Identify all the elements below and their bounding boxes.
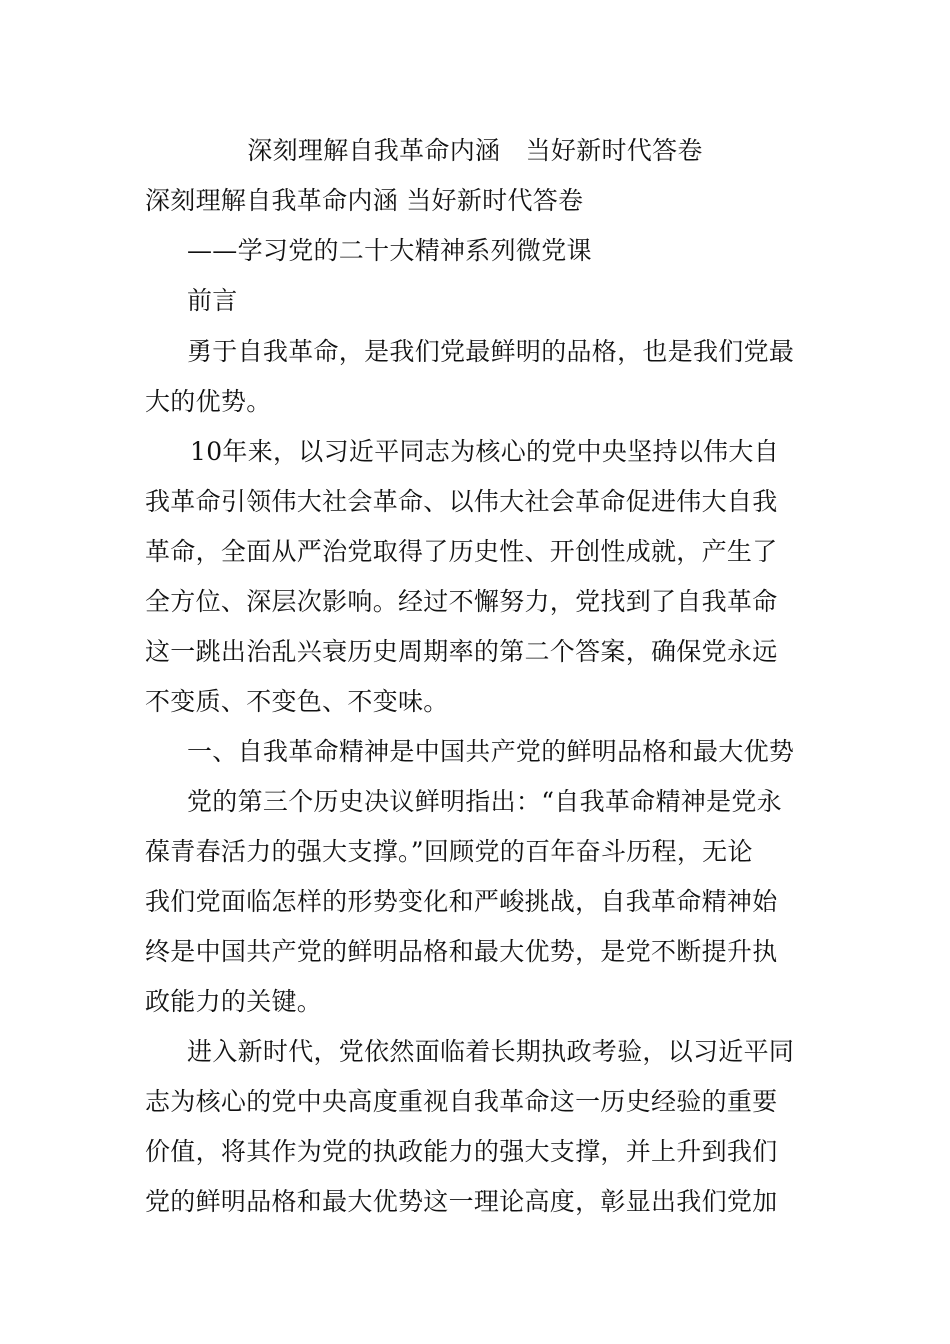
paragraph-line: 党的鲜明品格和最大优势这一理论高度，彰显出我们党加: [145, 1187, 778, 1216]
section-heading-foreword: 前言: [187, 286, 238, 315]
paragraph-line: 志为核心的党中央高度重视自我革命这一历史经验的重要: [145, 1087, 778, 1116]
paragraph-line: 革命，全面从严治党取得了历史性、开创性成就，产生了: [145, 537, 778, 566]
paragraph-line: 党的第三个历史决议鲜明指出：“自我革命精神是党永: [187, 787, 782, 816]
paragraph-line: 这一跳出治乱兴衰历史周期率的第二个答案，确保党永远: [145, 637, 778, 666]
paragraph-line: 10年来，以习近平同志为核心的党中央坚持以伟大自: [190, 437, 780, 466]
paragraph-line: 葆青春活力的强大支撑。”回顾党的百年奋斗历程，无论: [145, 837, 753, 866]
subtitle-line: 深刻理解自我革命内涵 当好新时代答卷: [145, 186, 584, 215]
paragraph-line: 勇于自我革命，是我们党最鲜明的品格，也是我们党最: [187, 337, 795, 366]
paragraph-line: 价值，将其作为党的执政能力的强大支撑，并上升到我们: [145, 1137, 778, 1166]
paragraph-line: 我们党面临怎样的形势变化和严峻挑战，自我革命精神始: [145, 887, 778, 916]
section-heading-1: 一、自我革命精神是中国共产党的鲜明品格和最大优势: [187, 737, 795, 766]
paragraph-line: 我革命引领伟大社会革命、以伟大社会革命促进伟大自我: [145, 487, 778, 516]
paragraph-line: 大的优势。: [145, 387, 272, 416]
paragraph-line: 政能力的关键。: [145, 987, 323, 1016]
paragraph-line: 终是中国共产党的鲜明品格和最大优势，是党不断提升执: [145, 937, 778, 966]
series-line: ——学习党的二十大精神系列微党课: [187, 236, 592, 265]
paragraph-line: 全方位、深层次影响。经过不懈努力，党找到了自我革命: [145, 587, 778, 616]
paragraph-line: 进入新时代，党依然面临着长期执政考验，以习近平同: [187, 1037, 795, 1066]
document-title: 深刻理解自我革命内涵 当好新时代答卷: [247, 136, 703, 165]
paragraph-line: 不变质、不变色、不变味。: [145, 687, 449, 716]
